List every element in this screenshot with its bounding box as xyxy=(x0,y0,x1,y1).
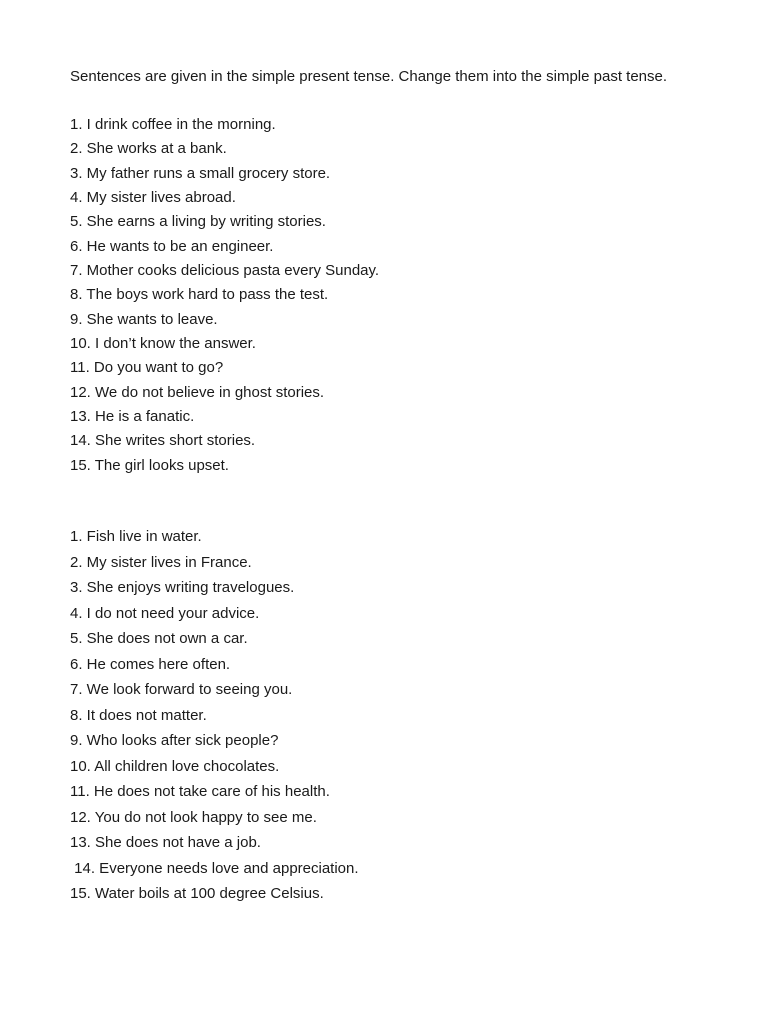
list-item: 5. She earns a living by writing stories. xyxy=(70,213,326,231)
list-item: 11. Do you want to go? xyxy=(70,359,224,377)
list-item: 10. I don’t know the answer. xyxy=(70,335,256,353)
list-item: 1. Fish live in water. xyxy=(70,528,202,545)
list-item: 12. You do not look happy to see me. xyxy=(70,808,317,826)
list-item: 13. She does not have a job. xyxy=(70,834,261,851)
list-item: 14. She writes short stories. xyxy=(70,432,256,450)
list-item: 4. My sister lives abroad. xyxy=(70,189,236,207)
list-item: 2. My sister lives in France. xyxy=(70,553,252,571)
list-item: 13. He is a fanatic. xyxy=(70,408,195,426)
list-item: 15. Water boils at 100 degree Celsius. xyxy=(70,885,324,902)
list-item: 9. She wants to leave. xyxy=(70,310,218,328)
list-item: 2. She works at a bank. xyxy=(70,140,227,158)
instruction-text: Sentences are given in the simple present tense. Change them into the simple past tense. xyxy=(70,68,668,85)
list-item: 8. It does not matter. xyxy=(70,706,207,724)
list-item: 14. Everyone needs love and appreciation. xyxy=(70,859,359,877)
list-item: 8. The boys work hard to pass the test. xyxy=(70,286,329,304)
list-item: 3. My father runs a small grocery store. xyxy=(70,164,331,182)
list-item: 1. I drink coffee in the morning. xyxy=(70,116,276,133)
list-item: 15. The girl looks upset. xyxy=(70,456,229,474)
list-item: 7. Mother cooks delicious pasta every Sunday. xyxy=(70,262,380,280)
exercise-list-1 xyxy=(70,115,379,480)
list-item: 6. He wants to be an engineer. xyxy=(70,237,274,255)
exercise-list-2 xyxy=(70,527,359,910)
list-item: 3. She enjoys writing travelogues. xyxy=(70,579,295,596)
list-item: 6. He comes here often. xyxy=(70,655,231,673)
list-item: 7. We look forward to seeing you. xyxy=(70,681,293,698)
list-item: 12. We do not believe in ghost stories. xyxy=(70,383,325,401)
list-item: 5. She does not own a car. xyxy=(70,630,248,647)
list-item: 9. Who looks after sick people? xyxy=(70,732,279,749)
list-item: 11. He does not take care of his health. xyxy=(70,783,330,800)
list-item: 4. I do not need your advice. xyxy=(70,604,260,622)
list-item: 10. All children love chocolates. xyxy=(70,757,280,775)
